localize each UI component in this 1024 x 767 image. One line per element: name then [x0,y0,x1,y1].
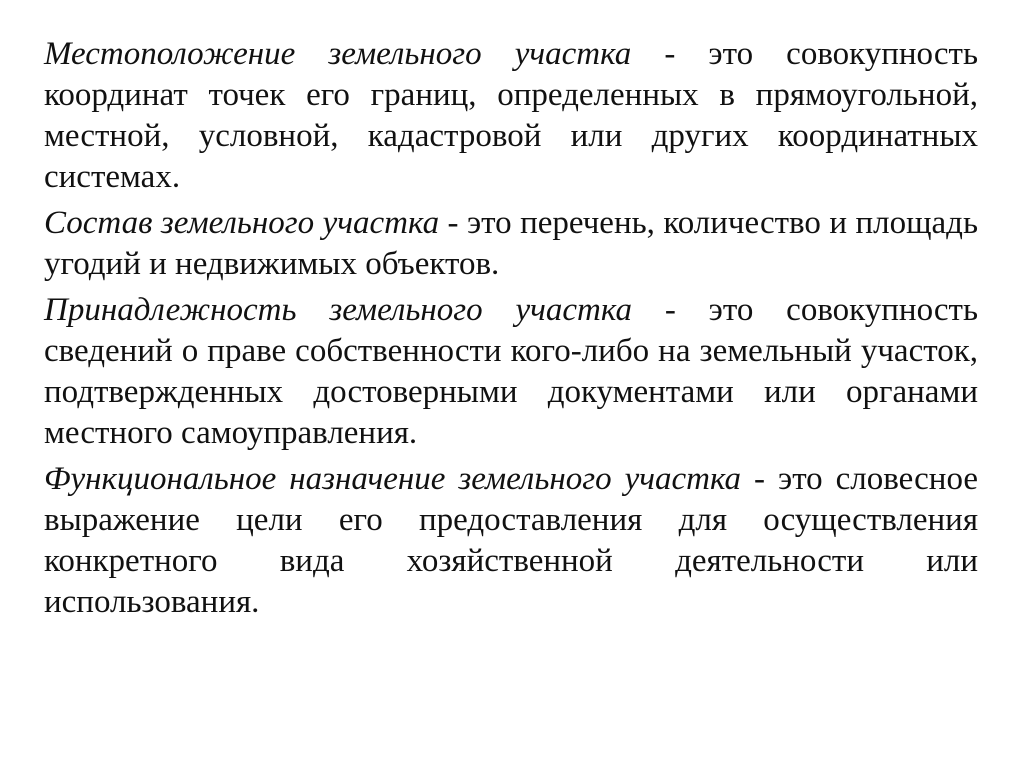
definition-ownership [44,290,978,454]
term-ownership: Принадлежность земельного участка [44,292,632,328]
term-purpose: Функциональное назначение земельного участка [44,461,742,497]
definition-purpose [44,459,978,623]
definition-composition [44,203,978,285]
definition-ownership-text: - это совокупность сведений о праве собственности кого-либо на земельный участок, подтвержденных достоверными документами или органами местного самоуправления. [44,292,979,451]
definition-location [44,34,978,198]
term-composition: Состав земельного участка [44,205,440,241]
term-location: Местоположение земельного участка [44,36,632,72]
definition-purpose-text: - это словесное выражение цели его предоставления для осуществления конкретного вида хозяйственной деятельности или использования. [44,461,978,620]
definition-composition-text: - это перечень, количество и площадь угодий и недвижимых объектов. [44,205,978,282]
definition-location-text: - это совокупность координат точек его границ, определенных в прямоугольной, местной, условной, кадастровой или других координатных системах. [44,36,978,195]
